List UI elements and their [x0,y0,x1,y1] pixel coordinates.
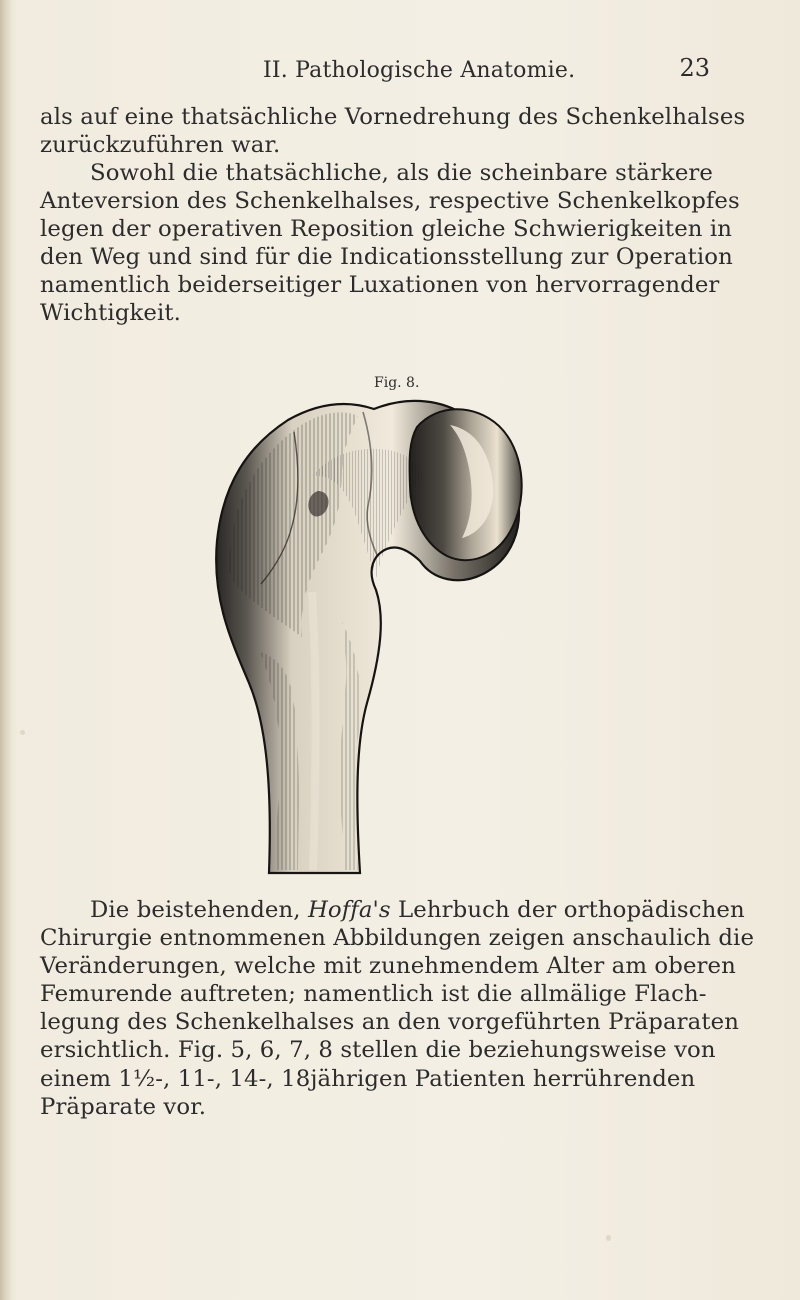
author-name: Hoffa's [307,897,391,923]
paragraph-2 [40,159,740,328]
running-head: II. Pathologische Anatomie. [263,58,576,83]
shaft-center-line [312,592,316,870]
text-line: Wichtigkeit. [40,300,182,327]
text-line: Sowohl die thatsächliche, als die scheinbare stärkere [90,160,713,186]
text-line: legen der operativen Reposition gleiche Schwierigkeiten in [40,216,733,243]
paper-stain [20,730,25,735]
text-line: als auf eine thatsächliche Vornedrehung des Schenkelhalses [40,104,746,130]
femur-illustration [205,392,530,879]
text-line: Chirurgie entnommenen Abbildungen zeigen anschaulich die [40,925,755,952]
text-line: ersichtlich. Fig. 5, 6, 7, 8 stellen die beziehungsweise von [40,1037,716,1064]
text-line: Veränderungen, welche mit zunehmendem Alter am oberen [40,953,736,980]
text-line: Anteversion des Schenkelhalses, respective Schenkelkopfes [40,188,740,215]
text-line: namentlich beiderseitiger Luxationen von hervorragender [40,272,720,299]
text-line: legung des Schenkelhalses an den vorgeführten Präparaten [40,1009,739,1036]
text-line [40,896,745,924]
page-gutter-shadow [0,0,12,1300]
figure-caption: Fig. 8. [374,375,420,391]
paragraph-1 [40,103,746,159]
text-line: Präparate vor. [40,1093,207,1120]
text-fragment: Lehrbuch der orthopädischen [390,897,745,923]
paper-stain [606,1235,611,1241]
text-fragment: Die beistehenden, [90,897,308,923]
text-line: einem 1½-, 11-, 14-, 18jährigen Patienten herrührenden [40,1065,696,1092]
paragraph-3 [40,896,755,1121]
text-line: Femurende auftreten; namentlich ist die allmälige Flach- [40,981,707,1008]
text-line: den Weg und sind für die Indicationsstellung zur Operation [40,244,733,271]
page-number: 23 [679,54,710,82]
text-line: zurückzuführen war. [40,132,281,159]
